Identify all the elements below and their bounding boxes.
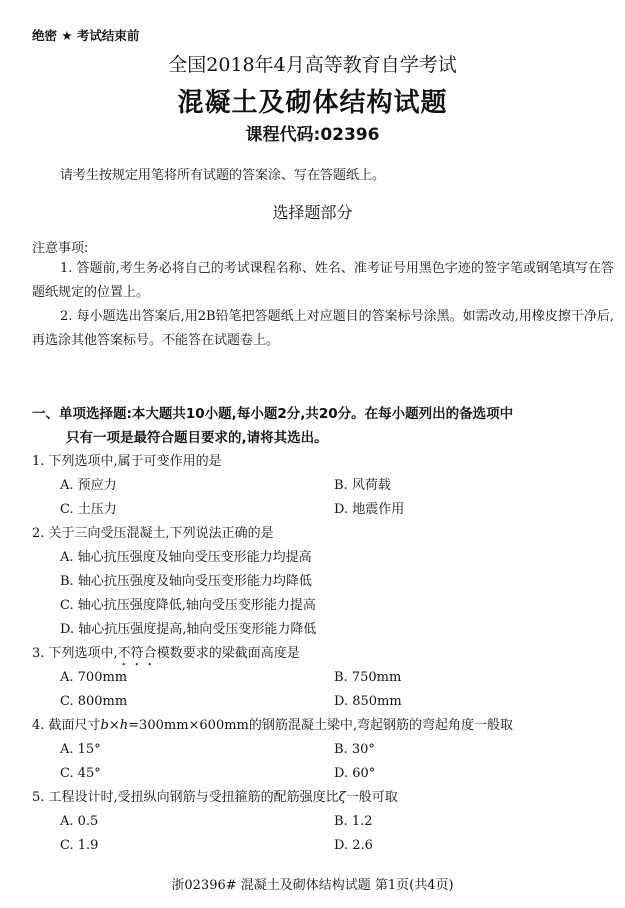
question-1-option-d: D. 地震作用 bbox=[334, 502, 405, 517]
variable-h: h bbox=[119, 718, 129, 733]
question-2-option-b: B. 轴心抗压强度及轴向受压变形能力均降低 bbox=[60, 574, 312, 589]
secret-label: 绝密 ★ 考试结束前 bbox=[32, 28, 140, 43]
question-4-option-d: D. 60° bbox=[334, 766, 376, 781]
question-1-option-a: A. 预应力 bbox=[60, 478, 117, 493]
question-2-option-a: A. 轴心抗压强度及轴向受压变形能力均提高 bbox=[60, 550, 312, 565]
instruction-text: 请考生按规定用笔将所有试题的答案涂、写在答题纸上。 bbox=[60, 168, 386, 183]
question-4-option-a: A. 15° bbox=[60, 742, 101, 757]
question-3-option-c: C. 800mm bbox=[60, 694, 128, 709]
question-1-option-c: C. 土压力 bbox=[60, 502, 117, 517]
question-3-stem bbox=[32, 642, 300, 669]
question-3-option-a: A. 700mm bbox=[60, 670, 128, 685]
question-3-option-d: D. 850mm bbox=[334, 694, 402, 709]
variable-b: b bbox=[100, 718, 109, 733]
notice-title: 注意事项: bbox=[32, 241, 89, 256]
question-5-option-c: C. 1.9 bbox=[60, 838, 99, 853]
question-2-option-c: C. 轴心抗压强度降低,轴向受压变形能力提高 bbox=[60, 598, 316, 613]
question-4-stem bbox=[32, 714, 513, 738]
course-code: 课程代码:02396 bbox=[245, 125, 380, 145]
question-4-option-b: B. 30° bbox=[334, 742, 375, 757]
question-4-option-c: C. 45° bbox=[60, 766, 101, 781]
part1-title-line2: 只有一项是最符合题目要求的,请将其选出。 bbox=[66, 430, 328, 446]
question-4-stem-pre: 4. 截面尺寸 bbox=[32, 718, 101, 733]
subject-title: 混凝土及砌体结构试题 bbox=[177, 88, 448, 118]
question-3-emphasis: 不符合 bbox=[117, 646, 157, 661]
exam-title: 全国2018年4月高等教育自学考试 bbox=[168, 54, 457, 76]
question-3-option-b: B. 750mm bbox=[334, 670, 402, 685]
section-title: 选择题部分 bbox=[272, 203, 353, 222]
question-2-option-d: D. 轴心抗压强度提高,轴向受压变形能力降低 bbox=[60, 622, 317, 637]
question-3-stem-pre: 3. 下列选项中, bbox=[32, 646, 118, 661]
times-sign: × bbox=[108, 718, 120, 733]
question-1-stem: 1. 下列选项中,属于可变作用的是 bbox=[32, 454, 222, 469]
question-3-stem-post: 模数要求的梁截面高度是 bbox=[156, 646, 300, 661]
notice-item-2: 2. 每小题选出答案后,用2B铅笔把答题纸上对应题目的答案标号涂黑。如需改动,用橡皮擦干净后,再选涂其他答案标号。不能答在试题卷上。 bbox=[32, 309, 614, 348]
part1-title-line1: 一、单项选择题:本大题共10小题,每小题2分,共20分。在每小题列出的备选项中 bbox=[32, 406, 514, 422]
page-footer: 浙02396# 混凝土及砌体结构试题 第1页(共4页) bbox=[171, 878, 454, 893]
question-1-option-b: B. 风荷载 bbox=[334, 478, 391, 493]
variable-zeta: ζ bbox=[338, 790, 346, 805]
question-2-stem: 2. 关于三向受压混凝土,下列说法正确的是 bbox=[32, 526, 274, 541]
notice-item-1: 1. 答题前,考生务必将自己的考试课程名称、姓名、准考证号用黑色字迹的签字笔或钢笔填写在答题纸规定的位置上。 bbox=[32, 261, 614, 300]
question-5-option-a: A. 0.5 bbox=[60, 814, 99, 829]
question-5-stem bbox=[32, 786, 398, 810]
question-5-stem-pre: 5. 工程设计时,受扭纵向钢筋与受扭箍筋的配筋强度比 bbox=[32, 790, 339, 805]
question-5-stem-post: 一般可取 bbox=[345, 790, 398, 805]
question-5-option-b: B. 1.2 bbox=[334, 814, 373, 829]
question-4-stem-post: =300mm×600mm的钢筋混凝土梁中,弯起钢筋的弯起角度一般取 bbox=[128, 718, 514, 733]
question-5-option-d: D. 2.6 bbox=[334, 838, 373, 853]
